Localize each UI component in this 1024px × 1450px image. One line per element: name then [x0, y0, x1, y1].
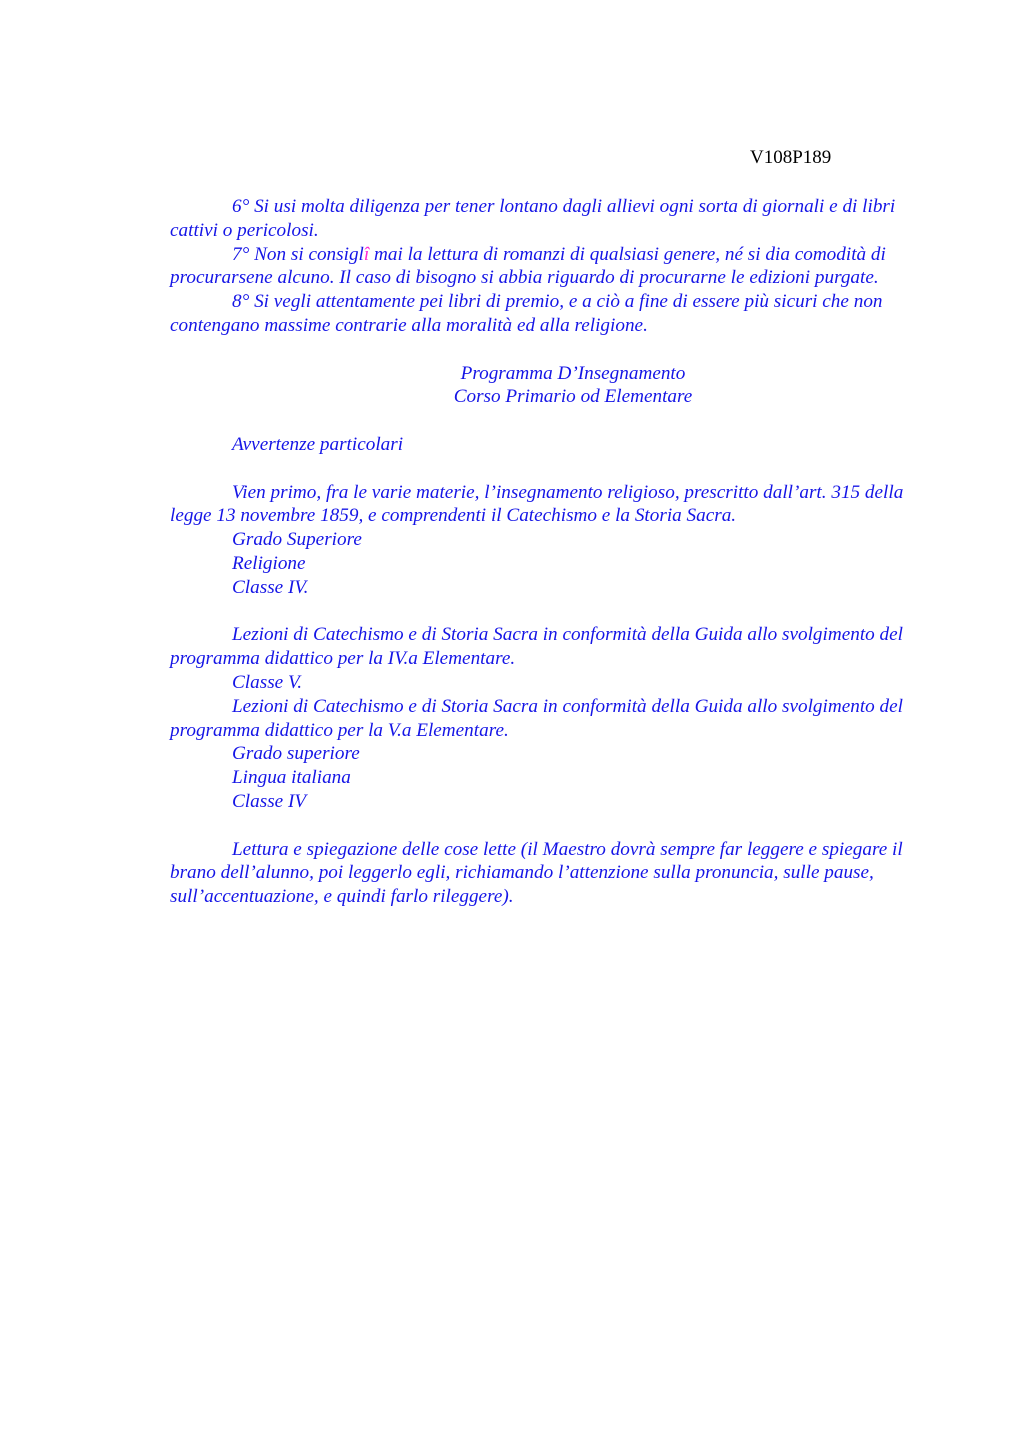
notes-intro-paragraph: Vien primo, fra le varie materie, l’insegnamento religioso, prescritto dall’art. 315 della legge 13 novembre 1859, e comprendenti il Catechismo e la Storia Sacra. [170, 481, 904, 527]
religion-class-4-paragraph: Lezioni di Catechismo e di Storia Sacra in conformità della Guida allo svolgimento del programma didattico per la IV.a Elementare. [170, 624, 903, 670]
document-body [170, 195, 930, 909]
religion-grade-label: Grado Superiore [232, 529, 362, 551]
italian-grade-label: Grado superiore [232, 743, 360, 765]
spacer [170, 409, 930, 433]
rule-7-text-start: 7° Non si consigl [232, 243, 364, 265]
page-reference: V108P189 [750, 147, 832, 168]
rule-6-paragraph: 6° Si usi molta diligenza per tener lontano dagli allievi ogni sorta di giornali e di libri cattivi o pericolosi. [170, 196, 896, 241]
italian-class-4-paragraph: Lettura e spiegazione delle cose lette (il Maestro dovrà sempre far leggere e spiegare il brano dell’alunno, poi leggerlo egli, richiamando l’attenzione sulla pronuncia, sulle pause, sull’accentuazione, e quindi farlo rileggere). [170, 838, 903, 908]
italian-subject-label: Lingua italiana [232, 767, 351, 789]
rule-8-paragraph: 8° Si vegli attentamente pei libri di premio, e a ciò a fine di essere più sicuri che non contengano massime contrarie alla moralità ed alla religione. [170, 291, 883, 336]
rule-7-text-end: mai la lettura di romanzi di qualsiasi genere, né si dia comodità di procurarsene alcuno. Il caso di bisogno si abbia riguardo di procurarne le edizioni purgate. [170, 243, 886, 289]
religion-class-5-paragraph: Lezioni di Catechismo e di Storia Sacra in conformità della Guida allo svolgimento del programma didattico per la V.a Elementare. [170, 695, 903, 741]
rule-7-accented-letter: î [363, 243, 370, 265]
spacer [170, 814, 930, 838]
religion-subject-label: Religione [232, 552, 306, 574]
spacer [170, 600, 930, 624]
spacer [170, 457, 930, 481]
notes-heading: Avvertenze particolari [232, 433, 404, 455]
program-subtitle: Corso Primario od Elementare [453, 386, 693, 408]
spacer [170, 338, 930, 362]
religion-class-5-label: Classe V. [232, 671, 303, 693]
religion-class-4-label: Classe IV. [232, 576, 309, 598]
italian-class-4-label: Classe IV [232, 790, 307, 812]
rule-7-paragraph [170, 243, 930, 291]
program-title: Programma D’Insegnamento [460, 362, 686, 384]
